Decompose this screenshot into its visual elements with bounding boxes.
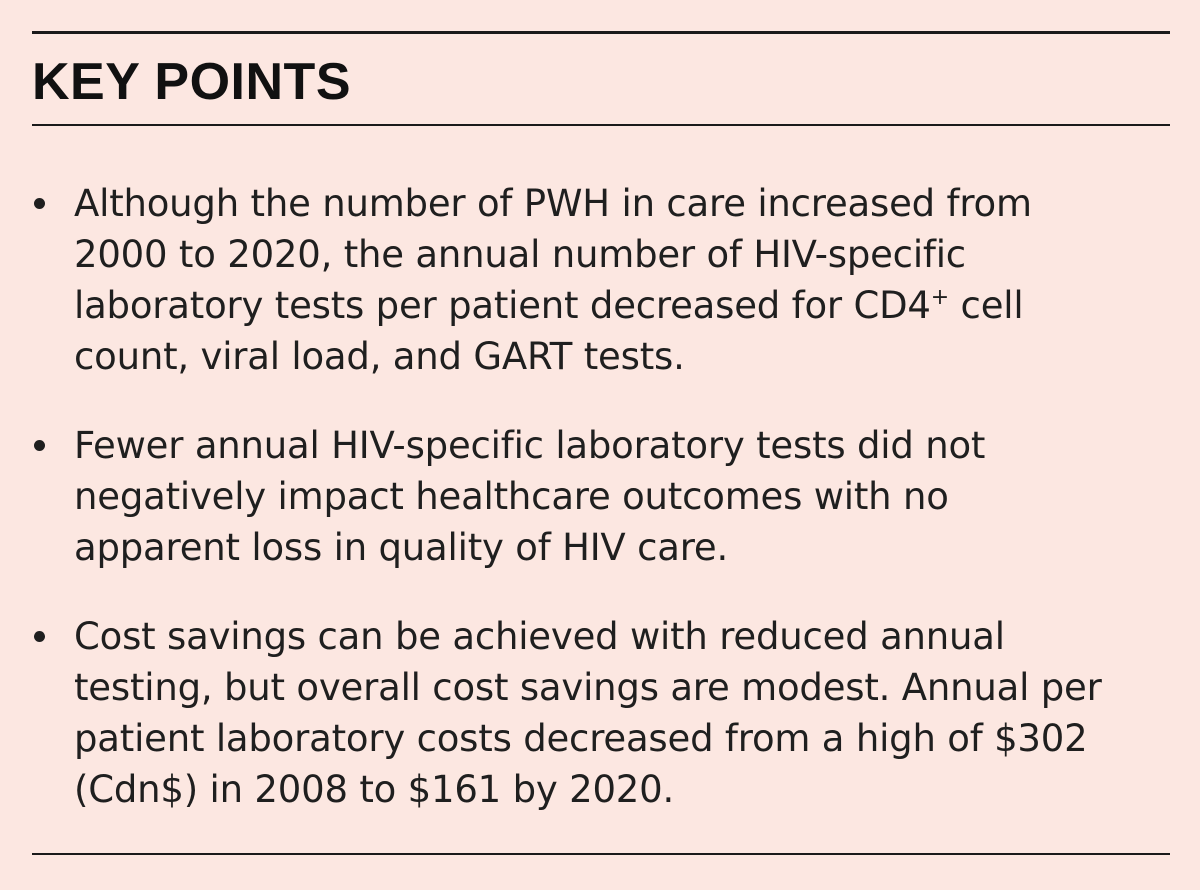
key-point-line: testing, but overall cost savings are modest. Annual per — [74, 666, 1102, 709]
bullet-icon — [34, 198, 45, 209]
cd4-superscript: + — [930, 285, 949, 310]
key-points-title: KEY POINTS — [32, 53, 352, 111]
key-point-line-suffix: cell — [948, 284, 1024, 327]
title-divider — [32, 124, 1170, 126]
key-point-line: Fewer annual HIV-specific laboratory tests did not — [74, 424, 986, 467]
key-point-line: 2000 to 2020, the annual number of HIV-specific — [74, 233, 966, 276]
key-point-2 — [32, 420, 1172, 573]
bullet-icon — [34, 631, 45, 642]
key-point-line: apparent loss in quality of HIV care. — [74, 526, 729, 569]
key-point-line: Although the number of PWH in care increased from — [74, 182, 1032, 225]
key-point-line: negatively impact healthcare outcomes with no — [74, 475, 949, 518]
key-point-line: patient laboratory costs decreased from a high of $302 — [74, 717, 1088, 760]
key-point-line-text: laboratory tests per patient decreased for CD4 — [74, 284, 931, 327]
key-point-line — [74, 280, 1172, 331]
key-point-line: count, viral load, and GART tests. — [74, 335, 685, 378]
key-point-line: (Cdn$) in 2008 to $161 by 2020. — [74, 768, 675, 811]
key-point-3 — [32, 611, 1172, 815]
key-points-list — [32, 178, 1172, 815]
bottom-rule — [32, 853, 1170, 855]
top-rule — [32, 31, 1170, 34]
key-point-line: Cost savings can be achieved with reduced annual — [74, 615, 1005, 658]
key-point-1 — [32, 178, 1172, 382]
bullet-icon — [34, 440, 45, 451]
